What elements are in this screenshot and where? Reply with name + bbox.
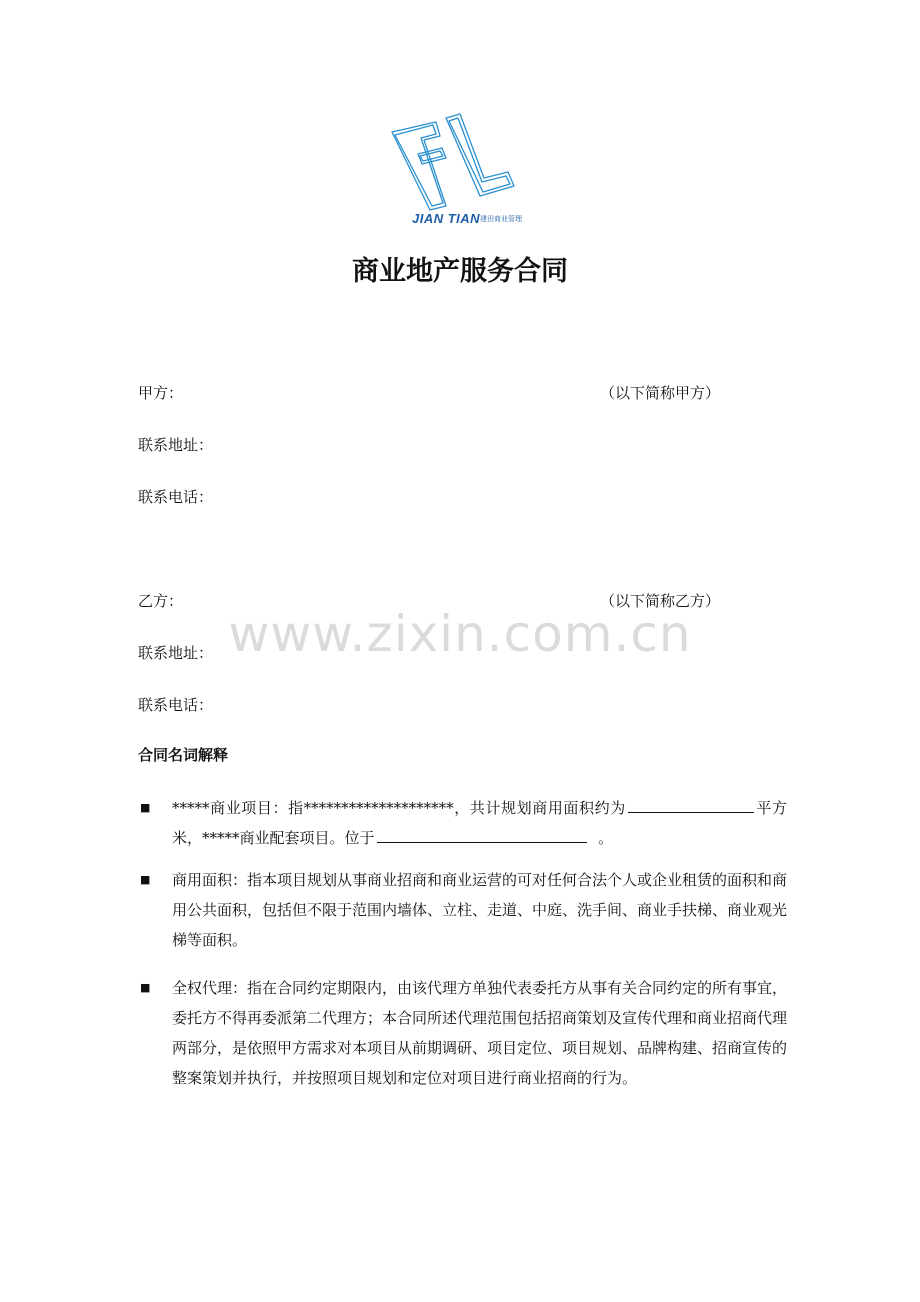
party-b-note: （以下简称乙方） bbox=[600, 592, 721, 610]
party-a-note: （以下简称甲方） bbox=[600, 384, 721, 402]
party-a-phone-label: 联系电话： bbox=[138, 488, 214, 506]
definition-item-project bbox=[172, 793, 787, 853]
bullet-1: ■ bbox=[140, 801, 151, 814]
definition-item-project-text-2: 平方米，*****商业配套项目。位于 bbox=[172, 799, 787, 847]
definitions-heading: 合同名词解释 bbox=[138, 746, 229, 764]
watermark: www.zixin.com.cn bbox=[228, 605, 692, 663]
party-a-address-label: 联系地址： bbox=[138, 436, 214, 454]
logo-wordmark: JIAN TIAN bbox=[412, 211, 481, 226]
party-b-phone-label: 联系电话： bbox=[138, 696, 214, 714]
party-a-label: 甲方： bbox=[138, 384, 184, 402]
bullet-2: ■ bbox=[140, 873, 151, 886]
definition-item-agency: 全权代理：指在合同约定期限内，由该代理方单独代表委托方从事有关合同约定的所有事宜，委托方不得再委派第二代理方；本合同所述代理范围包括招商策划及宣传代理和商业招商代理两部分，是依照甲方需求对本项目从前期调研、项目定位、项目规划、品牌构建、招商宣传的整案策划并执行，并按照项目规划和定位对项目进行商业招商的行为。 bbox=[172, 979, 788, 1087]
party-b-address-label: 联系地址： bbox=[138, 644, 214, 662]
location-blank bbox=[377, 826, 587, 843]
definition-item-project-text-1: *****商业项目：指********************，共计规划商用面积约为 bbox=[172, 799, 626, 817]
document-title: 商业地产服务合同 bbox=[352, 256, 568, 287]
party-b-label: 乙方： bbox=[138, 592, 184, 610]
logo-subtext: 建田商业管理 bbox=[480, 215, 522, 223]
area-blank bbox=[628, 796, 754, 813]
bullet-3: ■ bbox=[140, 981, 151, 994]
definition-item-area: 商用面积：指本项目规划从事商业招商和商业运营的可对任何合法个人或企业租赁的面积和商用公共面积，包括但不限于范围内墙体、立柱、走道、中庭、洗手间、商业手扶梯、商业观光梯等面积。 bbox=[172, 871, 788, 949]
definition-item-project-text-3: 。 bbox=[598, 829, 614, 847]
